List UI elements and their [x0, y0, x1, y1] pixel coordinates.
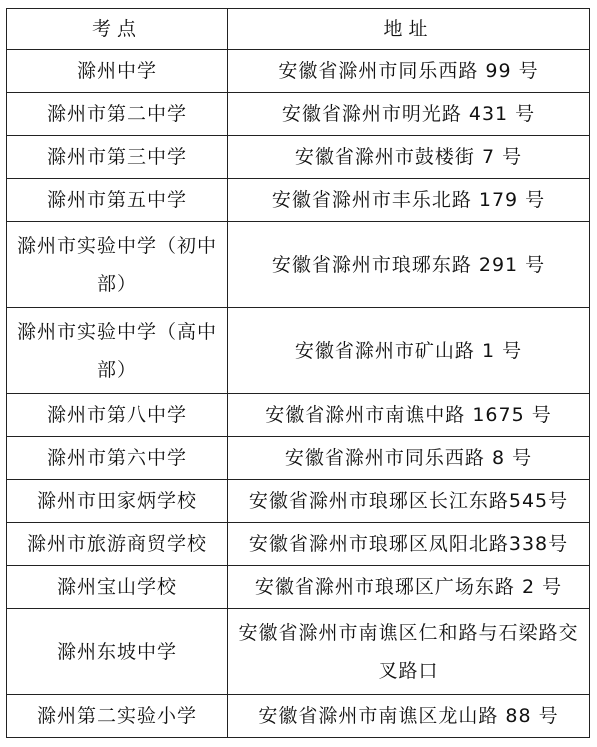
table-row [7, 695, 590, 738]
address-cell: 安徽省滁州市琅琊东路 291 号 [228, 222, 590, 308]
table-row [7, 93, 590, 136]
table-row [7, 437, 590, 480]
site-cell: 滁州市第六中学 [7, 437, 228, 480]
header-row [7, 9, 590, 50]
address-cell: 安徽省滁州市南谯区仁和路与石梁路交叉路口 [228, 609, 590, 695]
table-row [7, 222, 590, 308]
table-row [7, 136, 590, 179]
site-cell: 滁州市实验中学（初中部） [7, 222, 228, 308]
address-cell: 安徽省滁州市琅琊区凤阳北路338号 [228, 523, 590, 566]
address-cell: 安徽省滁州市同乐西路 99 号 [228, 50, 590, 93]
table-row [7, 480, 590, 523]
exam-sites-table [6, 8, 590, 738]
site-cell: 滁州中学 [7, 50, 228, 93]
table-row [7, 308, 590, 394]
site-cell: 滁州市实验中学（高中部） [7, 308, 228, 394]
table-row [7, 566, 590, 609]
site-cell: 滁州市第二中学 [7, 93, 228, 136]
site-cell: 滁州市第五中学 [7, 179, 228, 222]
table-row [7, 394, 590, 437]
site-cell: 滁州市田家炳学校 [7, 480, 228, 523]
site-cell: 滁州市旅游商贸学校 [7, 523, 228, 566]
header-site: 考点 [7, 9, 228, 50]
site-cell: 滁州市第三中学 [7, 136, 228, 179]
table-row [7, 609, 590, 695]
table-row [7, 179, 590, 222]
table-row [7, 523, 590, 566]
table-row [7, 50, 590, 93]
site-cell: 滁州市第八中学 [7, 394, 228, 437]
site-cell: 滁州宝山学校 [7, 566, 228, 609]
site-cell: 滁州第二实验小学 [7, 695, 228, 738]
site-cell: 滁州东坡中学 [7, 609, 228, 695]
address-cell: 安徽省滁州市丰乐北路 179 号 [228, 179, 590, 222]
address-cell: 安徽省滁州市琅琊区长江东路545号 [228, 480, 590, 523]
address-cell: 安徽省滁州市矿山路 1 号 [228, 308, 590, 394]
address-cell: 安徽省滁州市明光路 431 号 [228, 93, 590, 136]
address-cell: 安徽省滁州市南谯区龙山路 88 号 [228, 695, 590, 738]
address-cell: 安徽省滁州市同乐西路 8 号 [228, 437, 590, 480]
address-cell: 安徽省滁州市琅琊区广场东路 2 号 [228, 566, 590, 609]
address-cell: 安徽省滁州市鼓楼街 7 号 [228, 136, 590, 179]
address-cell: 安徽省滁州市南谯中路 1675 号 [228, 394, 590, 437]
header-address: 地址 [228, 9, 590, 50]
